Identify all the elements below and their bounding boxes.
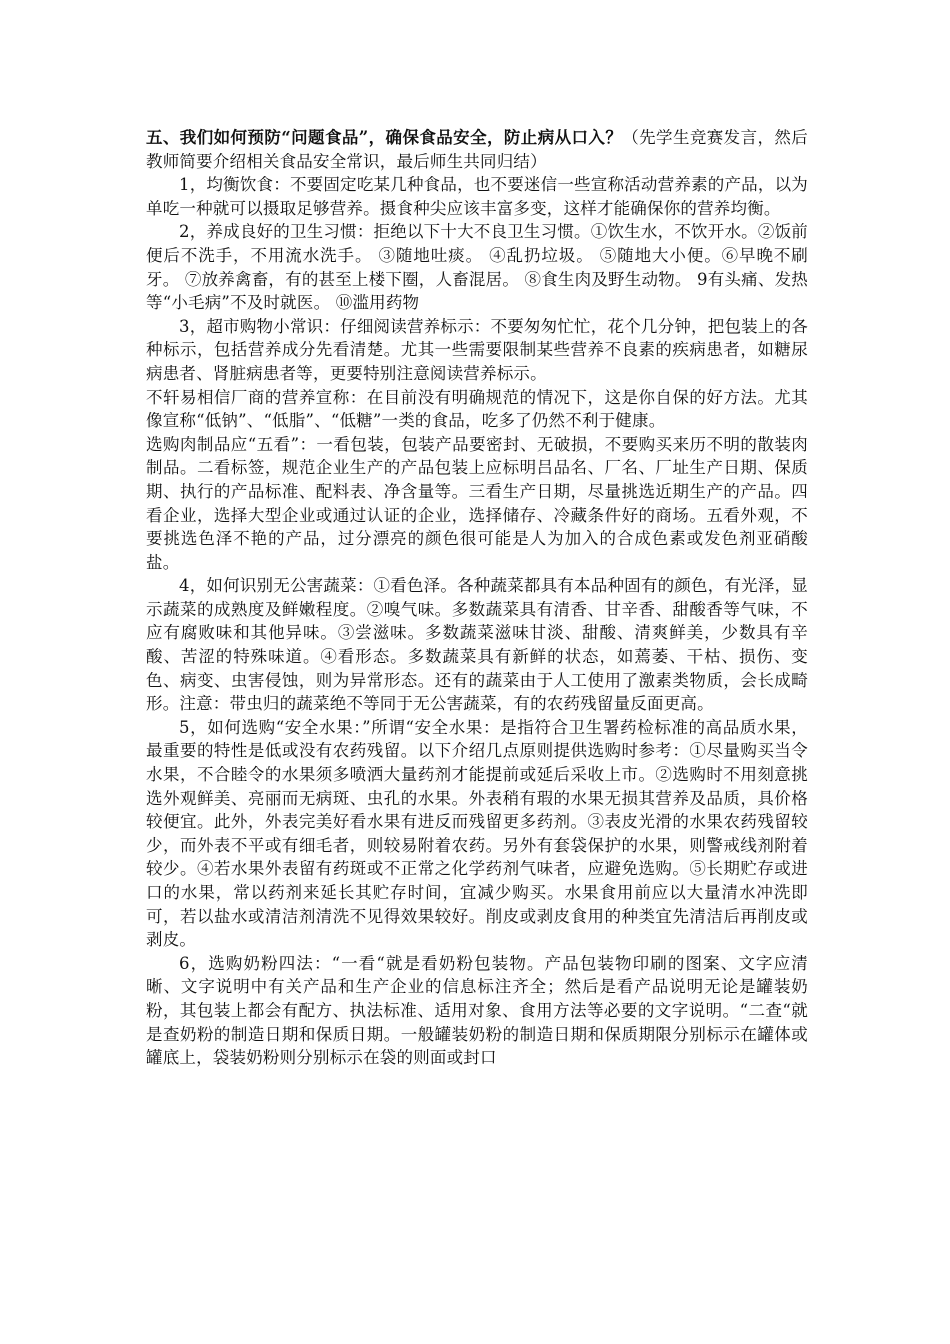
section-heading xyxy=(146,126,808,173)
paragraph-balanced-diet: 1，均衡饮食：不要固定吃某几种食品，也不要迷信一些宣称活动营养素的产品，以为单吃一种就可以摄取足够营养。摄食种尖应该丰富多变，这样才能确保你的营养均衡。 xyxy=(146,175,808,218)
paragraph-fruits: 5，如何选购“安全水果：”所谓“安全水果：是指符合卫生署药检标准的高品质水果，最重要的特性是低或没有农药残留。以下介绍几点原则提供选购时参考：①尽量购买当令水果，不合睦令的水果须多喷洒大量药剂才能提前或延后采收上市。②选购时不用刻意挑选外观鲜美、亮丽而无病斑、虫孔的水果。外表稍有瑕的水果无损其营养及品质，具价格较便宜。此外，外表完美好看水果有进反而残留更多药剂。③表皮光滑的水果农药残留较少，而外表不平或有细毛者，则较易附着农药。另外有套袋保护的水果，则警戒线剂附着较少。④若水果外表留有药斑或不正常之化学药剂气味者，应避免选购。⑤长期贮存或进口的水果，常以药剂来延长其贮存时间，宜减少购买。水果食用前应以大量清水冲洗即可，若以盐水或清洁剂清洗不见得效果较好。削皮或剥皮食用的种类宜先清洁后再削皮或剥皮。 xyxy=(146,717,808,950)
paragraph-vegetables: 4，如何识别无公害蔬菜：①看色泽。各种蔬菜都具有本品种固有的颜色，有光泽，显示蔬菜的成熟度及鲜嫩程度。②嗅气味。多数蔬菜具有清香、甘辛香、甜酸香等气味，不应有腐败味和其他异味。③尝滋味。多数蔬菜滋味甘淡、甜酸、清爽鲜美，少数具有辛酸、苦涩的特殊味道。④看形态。多数蔬菜具有新鲜的状态，如蔫萎、干枯、损伤、变色、病变、虫害侵蚀，则为异常形态。还有的蔬菜由于人工使用了激素类物质，会长成畸形。注意：带虫归的蔬菜绝不等同于无公害蔬菜，有的农药残留量反面更高。 xyxy=(146,576,808,714)
section-heading-note: （先学生竞赛发言，然后教师简要介绍相关食品安全常识，最后师生共同归结） xyxy=(146,128,808,171)
paragraph-supermarket-tips: 3，超市购物小常识：仔细阅读营养标示：不要匆匆忙忙，花个几分钟，把包装上的各种标示，包括营养成分先看清楚。尤其一些需要限制某些营养不良素的疾病患者，如糖尿病患者、肾脏病患者等，更要特别注意阅读营养标示。 xyxy=(146,316,808,383)
paragraph-milk-powder: 6，选购奶粉四法：“一看“就是看奶粉包装物。产品包装物印刷的图案、文字应清晰、文字说明中有关产品和生产企业的信息标注齐全；然后是看产品说明无论是罐装奶粉，其包装上都会有配方、执法标准、适用对象、食用方法等必要的文字说明。“二查“就是查奶粉的制造日期和保质日期。一般罐装奶粉的制造日期和保质期限分别标示在罐体或罐底上，袋装奶粉则分别标示在袋的则面或封口 xyxy=(146,953,808,1068)
paragraph-nutrition-claims: 不轩易相信厂商的营养宣称：在目前没有明确规范的情况下，这是你自保的好方法。尤其像宣称“低钠”、“低脂”、“低糖”一类的食品，吃多了仍然不利于健康。 xyxy=(146,387,808,431)
section-heading-bold: 五、我们如何预防“问题食品”，确保食品安全，防止病从口入？ xyxy=(146,128,623,147)
document-page xyxy=(146,126,808,1070)
paragraph-hygiene-habits: 2，养成良好的卫生习惯：拒绝以下十大不良卫生习惯。①饮生水，不饮开水。②饭前便后不洗手，不用流水洗手。 ③随地吐痰。 ④乱扔垃圾。 ⑤随地大小便。⑥早晚不刷牙。 ⑦放养禽畜，有的甚至上楼下圈，人畜混居。 ⑧食生肉及野生动物。 9有头痛、发热等“小毛病”不及时就医。 ⑩滥用药物 xyxy=(146,222,808,313)
paragraph-meat-products: 选购肉制品应“五看”：一看包装，包装产品要密封、无破损，不要购买来历不明的散装肉制品。二看标签，规范企业生产的产品包装上应标明吕品名、厂名、厂址生产日期、保质期、执行的产品标准、配料表、净含量等。三看生产日期，尽量挑选近期生产的产品。四看企业，选择大型企业或通过认证的企业，选择储存、冷藏条件好的商场。五看外观，不要挑选色泽不艳的产品，过分漂亮的颜色很可能是人为加入的合成色素或发色剂亚硝酸盐。 xyxy=(146,434,808,572)
